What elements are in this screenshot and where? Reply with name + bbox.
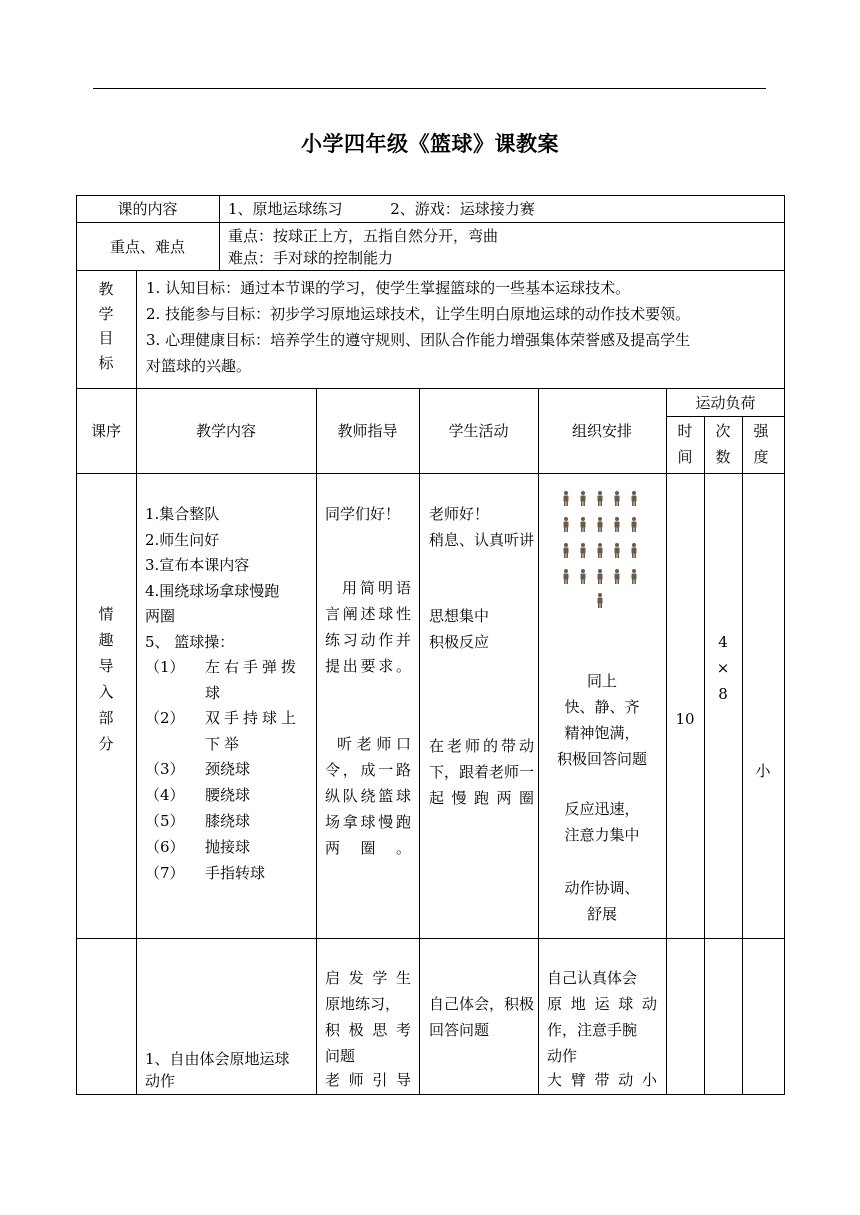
- drill-number: （2）: [145, 709, 185, 727]
- person-icon: [598, 569, 603, 584]
- col-divider: [419, 388, 420, 1095]
- org-note: 快、静、齐: [564, 698, 640, 716]
- table-border-left: [76, 195, 77, 1095]
- section2-content: 动作: [145, 1072, 176, 1090]
- content-line: 两圈: [145, 607, 176, 625]
- col-divider: [316, 388, 317, 1095]
- header-student: 学生活动: [448, 422, 509, 440]
- table-border-bottom: [76, 1094, 785, 1095]
- goal-3-cont: 对篮球的兴趣。: [146, 357, 252, 375]
- drill-number: （6）: [145, 838, 185, 856]
- drill-text: 颈绕球: [205, 760, 251, 778]
- header-content: 教学内容: [195, 422, 256, 440]
- content-line: 1.集合整队: [145, 505, 220, 523]
- teacher-explain: 用简明语言阐述球性练习动作并提出要求。: [325, 579, 411, 675]
- row-divider: [76, 270, 785, 271]
- section2-teacher: 老师引导: [325, 1071, 411, 1089]
- key-point-line: 重点：按球正上方，五指自然分开，弯曲: [228, 227, 499, 245]
- drill-text: 双手持球上下举: [205, 709, 301, 753]
- lesson-plan-table: [76, 195, 785, 1095]
- drill-text: 抛接球: [205, 838, 251, 856]
- row-divider: [76, 938, 785, 939]
- drill-number: （7）: [145, 864, 185, 882]
- header-intensity: 强度: [753, 422, 769, 466]
- section-name: 情趣导入部分: [98, 605, 114, 753]
- header-load: 运动负荷: [695, 394, 756, 412]
- person-icon: [581, 491, 586, 506]
- content-value: 1、原地运球练习 2、游戏：运球接力赛: [228, 200, 535, 218]
- goal-3: 3. 心理健康目标：培养学生的遵守规则、团队合作能力增强集体荣誉感及提高学生: [146, 331, 691, 349]
- section2-org: 动作: [547, 1047, 578, 1065]
- student-focus: 思想集中: [429, 607, 490, 625]
- col-divider: [219, 195, 220, 270]
- section2-teacher: 问题: [325, 1047, 356, 1065]
- count-value: ×: [716, 659, 730, 677]
- drill-number: （3）: [145, 760, 185, 778]
- drill-number: （4）: [145, 786, 185, 804]
- teacher-greeting: 同学们好！: [325, 505, 401, 523]
- row-divider: [76, 473, 785, 474]
- row-divider: [666, 416, 785, 417]
- header-order: 课序: [90, 422, 121, 440]
- goal-1: 1. 认知目标：通过本节课的学习，使学生掌握篮球的一些基本运球技术。: [146, 279, 631, 297]
- intensity-value: 小: [755, 762, 771, 780]
- person-icon: [581, 517, 586, 532]
- person-icon: [564, 491, 569, 506]
- time-value: 10: [675, 710, 695, 728]
- count-value: 4: [718, 633, 728, 651]
- key-points-label: 重点、难点: [109, 238, 185, 256]
- person-icon: [564, 569, 569, 584]
- org-note: 精神饱满，: [564, 724, 640, 742]
- drill-number: （5）: [145, 812, 185, 830]
- top-rule: [93, 88, 766, 89]
- student-react: 积极反应: [429, 633, 490, 651]
- teacher-run: 听老师口令，成一路纵队绕篮球场拿球慢跑两圈。: [325, 735, 411, 857]
- goals-label: 教学目标: [98, 280, 114, 372]
- row-divider: [76, 388, 785, 389]
- person-icon: [632, 543, 637, 558]
- org-note: 动作协调、: [564, 879, 640, 897]
- drill-text: 腰绕球: [205, 786, 251, 804]
- person-icon: [598, 543, 603, 558]
- student-attention: 稍息、认真听讲: [429, 531, 535, 549]
- person-icon: [581, 569, 586, 584]
- org-note: 注意力集中: [564, 826, 640, 844]
- person-icon: [615, 543, 620, 558]
- content-line: 2.师生问好: [145, 530, 220, 549]
- drill-number: （1）: [145, 658, 185, 676]
- student-run: 在老师的带动下，跟着老师一起慢跑两圈: [429, 737, 535, 807]
- section2-org: 自己认真体会: [547, 969, 638, 987]
- person-icon: [615, 569, 620, 584]
- person-icon: [564, 517, 569, 532]
- section2-student: 自己体会，积极回答问题: [429, 995, 535, 1039]
- content-label: 课的内容: [117, 200, 178, 218]
- person-icon: [615, 491, 620, 506]
- section2-content: 1、自由体会原地运球: [145, 1050, 290, 1068]
- org-note: 积极回答问题: [556, 750, 647, 768]
- drill-text: 膝绕球: [205, 812, 251, 830]
- section2-org: 原地运球动: [547, 995, 657, 1013]
- header-organization: 组织安排: [571, 422, 632, 440]
- person-icon: [564, 543, 569, 558]
- org-note: 同上: [586, 672, 617, 690]
- person-icon: [598, 517, 603, 532]
- person-icon: [632, 517, 637, 532]
- org-note: 舒展: [586, 905, 617, 923]
- header-time: 时间: [677, 422, 693, 466]
- drill-text: 左右手弹拨球: [205, 658, 301, 702]
- content-line: 4.围绕球场拿球慢跑: [145, 581, 280, 600]
- person-icon: [632, 569, 637, 584]
- section2-org: 作，注意手腕: [547, 1021, 638, 1039]
- student-greeting: 老师好！: [429, 505, 490, 523]
- page-title: 小学四年级《篮球》课教案: [301, 132, 559, 156]
- org-note: 反应迅速，: [564, 800, 640, 818]
- section2-teacher: 启发学生: [325, 969, 411, 987]
- person-icon: [598, 491, 603, 506]
- section2-teacher: 积极思考: [325, 1021, 411, 1039]
- header-count: 次数: [715, 422, 731, 466]
- col-divider: [742, 416, 743, 1095]
- difficulty-line: 难点：手对球的控制能力: [228, 249, 394, 267]
- section2-org: 大臂带动小: [547, 1071, 657, 1089]
- formation-diagram: [560, 491, 646, 613]
- content-line: 5、 篮球操：: [145, 632, 235, 651]
- col-divider: [136, 270, 137, 1095]
- person-icon: [581, 543, 586, 558]
- person-icon: [615, 517, 620, 532]
- goal-2: 2. 技能参与目标：初步学习原地运球技术，让学生明白原地运球的动作技术要领。: [146, 305, 691, 323]
- col-divider: [666, 388, 667, 1095]
- person-icon: [632, 491, 637, 506]
- col-divider: [704, 416, 705, 1095]
- count-value: 8: [718, 685, 728, 703]
- table-border-right: [784, 195, 785, 1095]
- content-line: 3.宣布本课内容: [145, 556, 250, 574]
- section2-teacher: 原地练习，: [325, 995, 401, 1013]
- drill-text: 手指转球: [205, 864, 266, 882]
- header-teacher: 教师指导: [337, 422, 398, 440]
- person-icon: [598, 593, 603, 608]
